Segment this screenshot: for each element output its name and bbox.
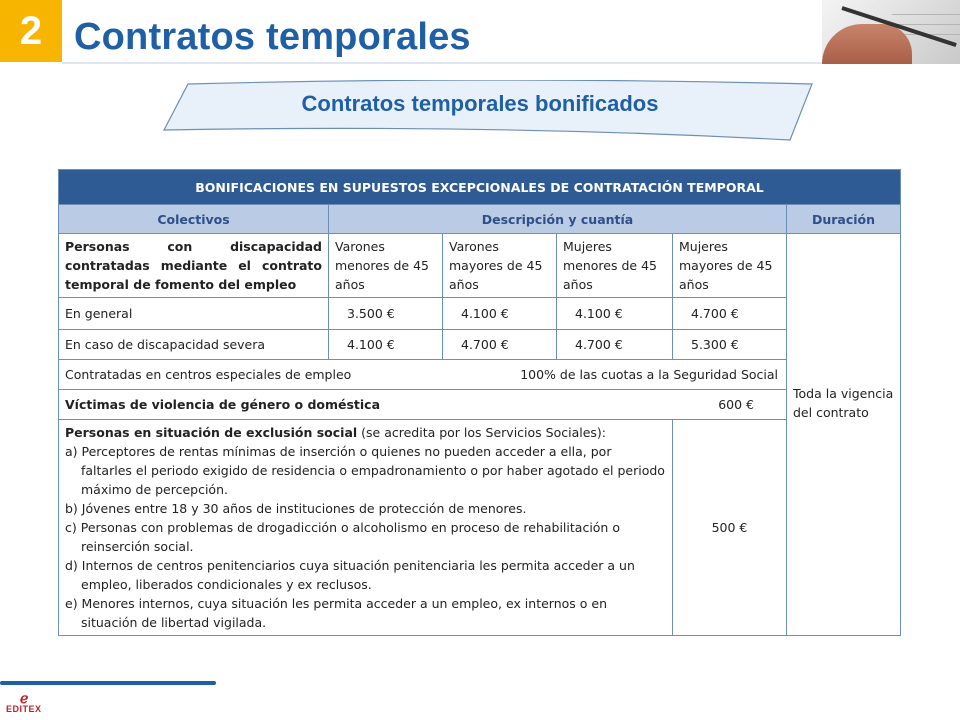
header-colectivos: Colectivos xyxy=(59,205,329,234)
duration-cell: Toda la vigencia del contrato xyxy=(787,234,901,636)
table-title: BONIFICACIONES EN SUPUESTOS EXCEPCIONALES DE CONTRATACIÓN TEMPORAL xyxy=(59,170,901,205)
table-row xyxy=(59,330,901,360)
logo-mark-icon: ℯ xyxy=(20,690,29,706)
sub-column-header: Mujeres menores de 45 años xyxy=(557,234,673,298)
amount-cell: 4.700 € xyxy=(557,330,673,360)
amount-cell: 4.100 € xyxy=(557,298,673,330)
row-label: Víctimas de violencia de género o doméstica xyxy=(59,390,673,420)
disability-label: Personas con discapacidad contratadas mediante el contrato temporal de fomento del empleo xyxy=(59,234,329,298)
table-row xyxy=(59,234,901,298)
section-title: Contratos temporales bonificados xyxy=(301,91,659,116)
header-divider xyxy=(62,62,822,64)
header-duracion: Duración xyxy=(787,205,901,234)
amount-cell: 5.300 € xyxy=(673,330,787,360)
chapter-badge: 2 xyxy=(0,0,62,62)
list-item: c) Personas con problemas de drogadicción o alcoholismo en proceso de rehabilitación o reinserción social. xyxy=(65,520,620,554)
table-row xyxy=(59,360,901,390)
amount-cell: 500 € xyxy=(673,420,787,636)
row-label: Contratadas en centros especiales de empleo xyxy=(59,360,443,390)
amount-cell: 4.700 € xyxy=(443,330,557,360)
exclusion-list xyxy=(65,442,666,632)
sub-column-header: Varones menores de 45 años xyxy=(329,234,443,298)
amount-cell: 4.100 € xyxy=(443,298,557,330)
sub-column-header: Varones mayores de 45 años xyxy=(443,234,557,298)
list-item: b) Jóvenes entre 18 y 30 años de instituciones de protección de menores. xyxy=(65,501,527,516)
list-item: a) Perceptores de rentas mínimas de inserción o quienes no pueden acceder a ella, por faltarles el periodo exigido de residencia o empadronamiento o por haber agotado el periodo máximo de percepción. xyxy=(65,444,665,497)
logo-text: EDITEX xyxy=(6,704,42,714)
editex-logo xyxy=(6,690,50,716)
hand-image xyxy=(822,24,912,64)
list-item: e) Menores internos, cuya situación les permita acceder a un empleo, ex internos o en situación de libertad vigilada. xyxy=(65,596,608,630)
sub-column-header: Mujeres mayores de 45 años xyxy=(673,234,787,298)
amount-cell: 4.100 € xyxy=(329,330,443,360)
amount-cell: 3.500 € xyxy=(329,298,443,330)
table-row xyxy=(59,420,901,636)
exclusion-label-rest: (se acredita por los Servicios Sociales): xyxy=(357,425,606,440)
header-photo xyxy=(822,0,960,64)
header-descripcion: Descripción y cuantía xyxy=(329,205,787,234)
amount-cell: 600 € xyxy=(673,390,787,420)
table-row xyxy=(59,298,901,330)
list-item: d) Internos de centros penitenciarios cuya situación penitenciaria les permita acceder a un empleo, liberados condicionales y ex reclusos. xyxy=(65,558,635,592)
exclusion-cell xyxy=(59,420,673,636)
page-title: Contratos temporales xyxy=(74,16,471,58)
exclusion-heading xyxy=(65,423,666,442)
bonus-table xyxy=(58,169,901,636)
footer-line xyxy=(0,681,216,685)
amount-cell: 100% de las cuotas a la Seguridad Social xyxy=(443,360,787,390)
row-label: En caso de discapacidad severa xyxy=(59,330,329,360)
table-row xyxy=(59,390,901,420)
row-label: En general xyxy=(59,298,329,330)
amount-cell: 4.700 € xyxy=(673,298,787,330)
exclusion-label: Personas en situación de exclusión social xyxy=(65,425,358,440)
paper-line xyxy=(892,14,960,15)
